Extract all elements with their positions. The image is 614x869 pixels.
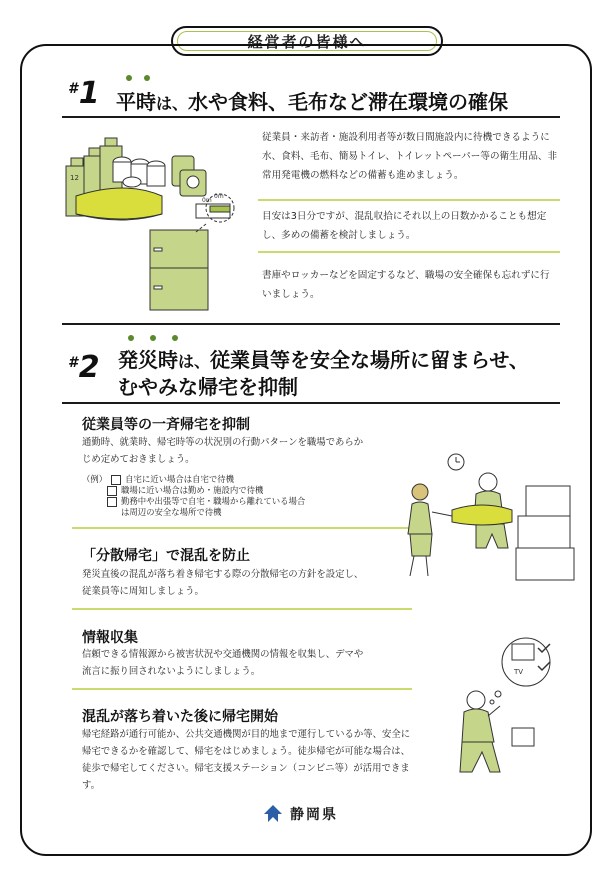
section1-rule [62,116,560,118]
item-divider [72,608,412,610]
section1-paragraph-3: 書庫やロッカーなどを固定するなど、職場の安全確保も忘れずに行いましょう。 [262,270,550,300]
section2-title-line1: 発災時は、従業員等を安全な場所に留まらせ、 [118,348,529,372]
section1-paragraph-2: 目安は3日分ですが、混乱収拾にそれ以上の日数かかることも想定し、多めの備蓄を検討しましょう。 [262,211,547,241]
checkbox [107,497,117,507]
example-item: 勤務中や出張等で自宅・職場から離れている場合は周辺の安全な場所で待機 [121,496,306,517]
section-separator [62,323,560,325]
section2-number: #2 [68,350,100,385]
item2-text: 発災直後の混乱が落ち着き帰宅する際の分散帰宅の方針を設定し、従業員等に周知しましょう。 [82,569,364,597]
section1-number: #1 [68,76,100,111]
section1-paragraph-1: 従業員・来訪者・施設利用者等が数日間施設内に待機できるように水、食料、毛布、簡易トイレ、トイレットペーパー等の衛生用品、非常用発電機の燃料などの備蓄も進めましょう。 [262,132,558,181]
emphasis-dots [126,335,186,343]
item-divider [72,527,412,529]
svg-text:0m: 0m [214,193,224,200]
svg-text:12: 12 [70,174,79,182]
item1-examples [82,474,382,518]
item2-title: 「分散帰宅」で混乱を防止 [82,548,250,564]
item-divider [72,688,412,690]
example-item: 自宅に近い場合は自宅で待機 [125,474,234,484]
svg-text:TV: TV [514,668,524,676]
section2-title-line2: むやみな帰宅を抑制 [118,375,298,399]
example-label: （例） [82,474,108,484]
item4-text: 帰宅経路が通行可能か、公共交通機関が目的地まで運行しているか等、安全に帰宅できるかを確認して、帰宅をはじめましょう。徒歩帰宅が可能な場合は、徒歩で帰宅してください。帰宅支援ステーション（コンビニ等）が活用できます。 [82,729,411,791]
example-item: 職場に近い場合は勤め・施設内で待機 [121,485,264,495]
section2-rule [62,402,560,404]
section1-title: 平時は、水や食料、毛布など滞在環境の確保 [116,90,509,114]
supplies-illustration [60,126,250,316]
checkbox [111,475,121,485]
section1-divider-1 [258,199,560,201]
item1-text: 通勤時、就業時、帰宅時等の状況別の行動パターンを職場であらかじめ定めておきましょう。 [82,437,364,465]
header-title: 経営者の皆様へ [247,32,367,51]
prefecture-name: 静岡県 [290,807,338,823]
item4-title: 混乱が落ち着いた後に帰宅開始 [82,709,278,725]
svg-text:0m: 0m [202,197,212,204]
item1-title: 従業員等の一斉帰宅を抑制 [82,417,250,433]
office-workers-illustration [396,450,586,590]
checkbox [107,486,117,496]
prefecture-footer [262,804,338,824]
shizuoka-emblem-icon [262,804,284,824]
emphasis-dots [124,75,164,83]
item3-text: 信頼できる情報源から被害状況や交通機関の情報を収集し、デマや流言に振り回されないようにしましょう。 [82,649,364,677]
commuter-illustration [442,632,572,782]
section1-divider-2 [258,251,560,253]
item3-title: 情報収集 [82,630,138,646]
